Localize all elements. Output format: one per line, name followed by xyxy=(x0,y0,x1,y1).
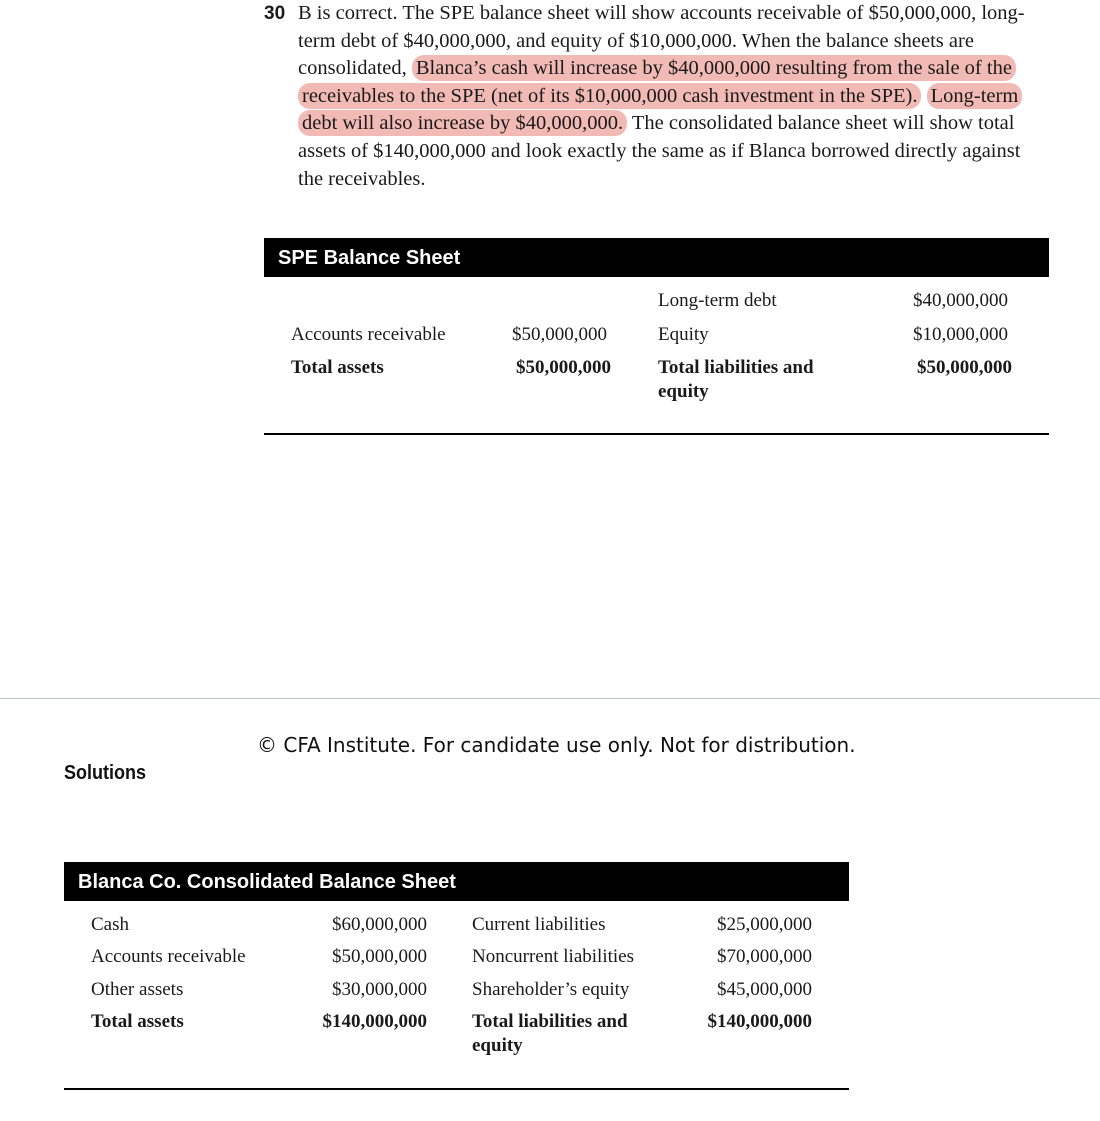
copyright-notice: © CFA Institute. For candidate use only. Not for distribution. xyxy=(257,733,856,757)
spe-right-label: Equity xyxy=(658,324,709,345)
cons-left-label: Cash xyxy=(91,914,129,935)
highlight-cash: Blanca’s cash will increase by $40,000,000 resulting from the sale of the receivables to the SPE (net of its $10,000,000 cash investment in the SPE). xyxy=(298,55,1016,109)
cons-right-value: $70,000,000 xyxy=(717,946,812,967)
spe-right-value: $50,000,000 xyxy=(917,357,1012,378)
cons-right-label: Shareholder’s equity xyxy=(472,979,630,1000)
cons-right-label: Current liabilities xyxy=(472,914,606,935)
section-title: Solutions xyxy=(64,762,146,784)
cons-right-value: $45,000,000 xyxy=(717,979,812,1000)
answer-text-before: B is correct. The SPE balance sheet will show accounts receivable of $50,000,000, long-term debt of $40,000,000, and equity of $10,000,000. When the balance sheets are consolidated, xyxy=(298,2,1025,80)
cons-left-value: $50,000,000 xyxy=(332,946,427,967)
spe-right-label: Total liabilities and equity xyxy=(658,357,814,402)
cons-right-label: Noncurrent liabilities xyxy=(472,946,634,967)
spe-left-label: Total assets xyxy=(291,357,384,378)
spe-balance-sheet xyxy=(264,238,1049,438)
question-number: 30 xyxy=(264,3,286,24)
spe-left-value: $50,000,000 xyxy=(516,357,611,378)
spe-table-title: SPE Balance Sheet xyxy=(264,238,1049,277)
consolidated-table-bottom-rule xyxy=(64,1088,849,1090)
spe-table-bottom-rule xyxy=(264,433,1049,435)
highlight-debt: Long-term debt will also increase by $40,000,000. xyxy=(298,83,1022,137)
cons-left-label: Total assets xyxy=(91,1011,184,1032)
cons-left-label: Other assets xyxy=(91,979,184,1000)
spe-right-label: Long-term debt xyxy=(658,290,777,311)
spe-right-value: $40,000,000 xyxy=(913,290,1008,311)
cons-left-value: $140,000,000 xyxy=(322,1011,427,1032)
spe-left-label: Accounts receivable xyxy=(291,324,446,345)
spe-left-value: $50,000,000 xyxy=(512,324,607,345)
cons-right-label: Total liabilities and equity xyxy=(472,1011,628,1056)
cons-left-value: $60,000,000 xyxy=(332,914,427,935)
cons-right-value: $25,000,000 xyxy=(717,914,812,935)
answer-text xyxy=(298,0,1044,193)
answer-text-after: The consolidated balance sheet will show total assets of $140,000,000 and look exactly the same as if Blanca borrowed directly against the receivables. xyxy=(298,112,1021,190)
spe-right-value: $10,000,000 xyxy=(913,324,1008,345)
cons-left-value: $30,000,000 xyxy=(332,979,427,1000)
cons-right-value: $140,000,000 xyxy=(707,1011,812,1032)
consolidated-table-title: Blanca Co. Consolidated Balance Sheet xyxy=(64,862,849,901)
cons-left-label: Accounts receivable xyxy=(91,946,246,967)
page-divider xyxy=(0,698,1100,699)
consolidated-balance-sheet xyxy=(64,862,849,1094)
